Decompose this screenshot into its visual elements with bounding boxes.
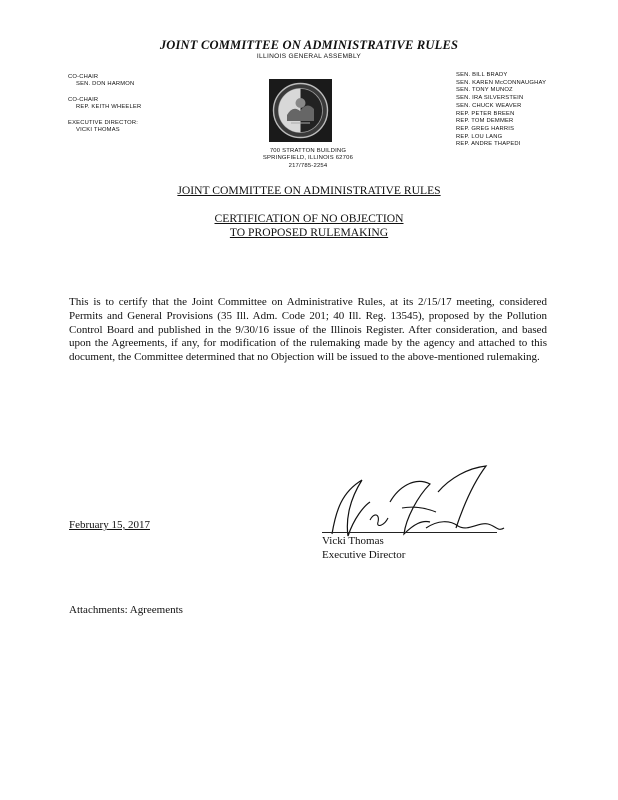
co-chair-label: CO-CHAIR — [68, 97, 99, 103]
letterhead-title: JOINT COMMITTEE ON ADMINISTRATIVE RULES — [159, 38, 459, 52]
letterhead-subtitle: ILLINOIS GENERAL ASSEMBLY — [256, 53, 362, 60]
executive-director-label: EXECUTIVE DIRECTOR: — [68, 120, 139, 126]
address-street: 700 STRATTON BUILDING — [269, 148, 347, 154]
co-chairs-block — [68, 74, 141, 134]
member-item: SEN. IRA SILVERSTEIN — [456, 95, 524, 102]
co-chair-label: CO-CHAIR — [68, 74, 99, 80]
document-heading: JOINT COMMITTEE ON ADMINISTRATIVE RULES — [177, 184, 441, 197]
address-city: SPRINGFIELD, ILLINOIS 62706 — [262, 155, 354, 162]
document-date: February 15, 2017 — [69, 519, 150, 531]
address-block — [218, 148, 398, 170]
signer-title: Executive Director — [322, 549, 406, 561]
signature-line — [322, 532, 497, 533]
certification-subtitle: TO PROPOSED RULEMAKING — [229, 226, 389, 239]
address-phone: 217/785-2254 — [288, 162, 328, 169]
member-item: REP. LOU LANG — [456, 133, 503, 140]
member-item: SEN. KAREN McCONNAUGHAY — [456, 79, 547, 86]
certification-title: CERTIFICATION OF NO OBJECTION — [214, 212, 404, 225]
member-item: REP. GREG HARRIS — [456, 125, 515, 132]
state-seal-icon — [269, 79, 332, 142]
member-item: REP. PETER BREEN — [456, 110, 515, 117]
attachments-note: Attachments: Agreements — [69, 604, 183, 616]
certification-body: This is to certify that the Joint Committee on Administrative Rules, at its 2/15/17 meeting, considered Permits and General Provisions (35 Ill. Adm. Code 201; 40 Ill. Reg. 13545), proposed by the Pollution Control Board and published in the 9/30/16 issue of the Illinois Register. After consideration, and based upon the Agreements, if any, for modification of the rulemaking made by the agency and attached to this document, the Committee determined that no Objection will be issued to the above-mentioned rulemaking. — [69, 296, 547, 364]
member-item: SEN. BILL BRADY — [456, 72, 508, 78]
co-chair-name: REP. KEITH WHEELER — [76, 104, 142, 110]
signer-name: Vicki Thomas — [322, 535, 384, 547]
member-item: SEN. TONY MUNOZ — [456, 87, 513, 94]
members-list — [456, 72, 546, 149]
member-item: REP. TOM DEMMER — [456, 118, 514, 125]
member-item: SEN. CHUCK WEAVER — [456, 102, 522, 109]
member-item: REP. ANDRE THAPEDI — [456, 141, 521, 148]
co-chair-name: SEN. DON HARMON — [76, 81, 135, 87]
executive-director-name: VICKI THOMAS — [76, 127, 120, 133]
